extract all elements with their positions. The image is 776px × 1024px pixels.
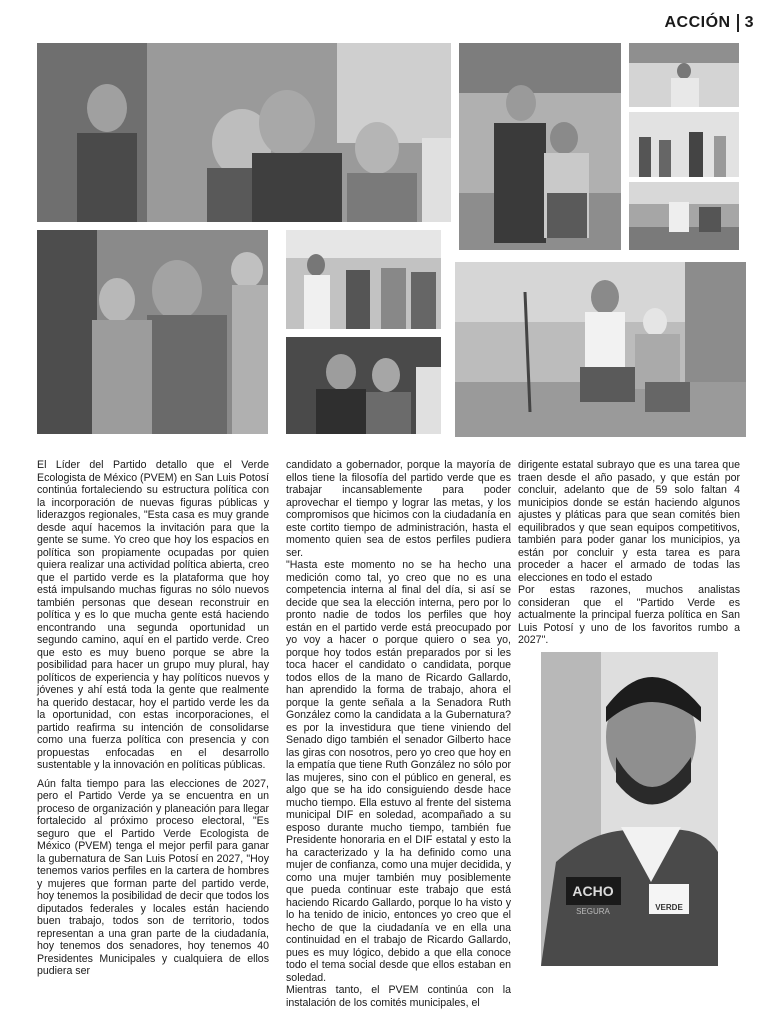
article-paragraph: El Líder del Partido detallo que el Verde Ecologista de México (PVEM) en San Luis Potosí continúa fortaleciendo su estructura política con la incorporación de nuevas figuras públicas y liderazgos regionales, "Esta casa es muy grande desde aquí hacemos la invitación para que la gente se sume. Yo creo que hoy los espacios en política son propiamente ocupadas por quien quiera realizar una actividad política abierta, creo que el partido verde es la plataforma que hoy está impulsando muchas figuras no sólo nuevos también personas que desean reconstruir en política y es lo que mucha gente está haciendo encontrando una segunda oportunidad un segundo camino, aquí en el partido verde. Creo que esto es muy bueno porque se abre la posibilidad para hacer un grupo muy plural, hay políticos de experiencia y hay políticos nuevos y jóvenes y ahí está toda la gente que realmente ha querido destacar, hoy el partido verde les da la oportunidad, con estas incorporaciones, el partido reafirma su intención de consolidarse como una fuerza política con presencia y con propuestas enfocadas en el desarrollo sustentable y la innovación en políticas públicas. (37, 459, 269, 771)
article-column-1 (37, 459, 269, 984)
article-column-3 (518, 459, 740, 653)
page-number: 3 (744, 14, 754, 31)
page-header (664, 14, 754, 32)
photo-group-supporters (37, 43, 451, 222)
article-column-2 (286, 459, 511, 1015)
section-title: ACCIÓN (664, 14, 731, 31)
photo-tree-planting (455, 262, 746, 437)
vest-logo-subtext: SEGURA (576, 907, 610, 916)
photo-event-stage (629, 43, 739, 107)
article-paragraph: "Hasta este momento no se ha hecho una medición como tal, yo creo que no es una competencia interna al final del día, si así se decide que sea la elección interna, pero por lo pronto nadie de todos los perfiles que hoy están en el partido verde está preocupado por yo voy a hacer o porque quiero o sea yo, porque hoy todos están preparados por si les toca hacer el candidato o candidata, porque todos ellos de la mano de Ricardo Gallardo, han aprendido la forma de trabajo, ahora el porque la gente señala a la Senadora Ruth González como la candidata a la Gubernatura? es por la investidura que tiene viniendo del Senado digo también el senador Gilberto hace las giras con nosotros, pero yo creo que hoy en la empatía que tiene Ruth González no sólo por las mujeres, sino con el público en general, es algo que se ha ido consiguiendo desde hace mucho tiempo. Ella estuvo al frente del sistema municipal DIF en soledad, acompañado a su esposo durante mucho tiempo, también fue Presidente honoraria en el DIF estatal y esto la ha caracterizado y la ha definido como una mujer de confianza, como una mujer decidida, y como una mujer también muy posiblemente que pueda continuar este trabajo que está haciendo Ricardo Gallardo, porque lo ha visto y lo ha tenido de inicio, entonces yo creo que el hecho de que la ciudadanía ve en ella una continuidad en el trabajo de Ricardo Gallardo, pues es muy lógico, debido a que ella conoce todo el tema social desde que ellos estaban en soledad. (286, 559, 511, 984)
photo-two-men-selfie (286, 337, 441, 434)
photo-meeting (629, 112, 739, 177)
article-paragraph: candidato a gobernador, porque la mayoría de ellos tiene la filosofía del partido verde que es trabajar incansablemente para poder aprovechar el tiempo y lograr las metas, y los compromisos que hicimos con la ciudadanía en este cortito tiempo de administración, hasta el momento quien sea de estos perfiles pudiera ser. (286, 459, 511, 559)
article-paragraph: dirigente estatal subrayo que es una tarea que traen desde el año pasado, y que están por concluir, adelanto que de 59 solo faltan 4 municipios donde se están haciendo algunos ajustes y pláticas para que sean comités bien equilibrados y que sean equipos competitivos, también para poder ganar los municipios, ya están por concluir y esta tarea es para proceder a hacer el armado de todas las elecciones en todo el estado (518, 459, 740, 584)
article-paragraph: Mientras tanto, el PVEM continúa con la instalación de los comités municipales, el (286, 984, 511, 1009)
article-paragraph: Por estas razones, muchos analistas consideran que el "Partido Verde es actualmente la principal fuerza política en San Luis Potosí y uno de los favoritos rumbo a 2027". (518, 584, 740, 646)
article-paragraph: Aún falta tiempo para las elecciones de 2027, pero el Partido Verde ya se encuentra en un proceso de organización y planeación para llegar fortalecido al próximo proceso electoral, "Es seguro que el Partido Verde Ecologista de México (PVEM) tenga el mejor perfil para ganar la gubernatura de San Luis Potosí en 2027, "Hoy tenemos varios perfiles en la cartera de hombres y mujeres que forman parte del partido verde, hoy tenemos la posibilidad de decir que todos los diputados federales y locales están haciendo buen trabajo, todos son de territorio, todos representan a una gran parte de la ciudadanía, hoy tenemos dos senadores, hoy tenemos 40 Presidentes Municipales y cualquiera de ellos pudiera ser (37, 777, 269, 977)
header-divider (737, 14, 739, 32)
party-badge-text: VERDE (655, 903, 683, 912)
vest-logo-text: ACHO (572, 883, 614, 899)
photo-tree-planting-small (629, 182, 739, 250)
photo-woman-traditional-dress (459, 43, 621, 250)
photo-portrait-leader (541, 652, 718, 966)
photo-crowd-embrace (37, 230, 268, 434)
photo-outdoor-greeting (286, 230, 441, 329)
